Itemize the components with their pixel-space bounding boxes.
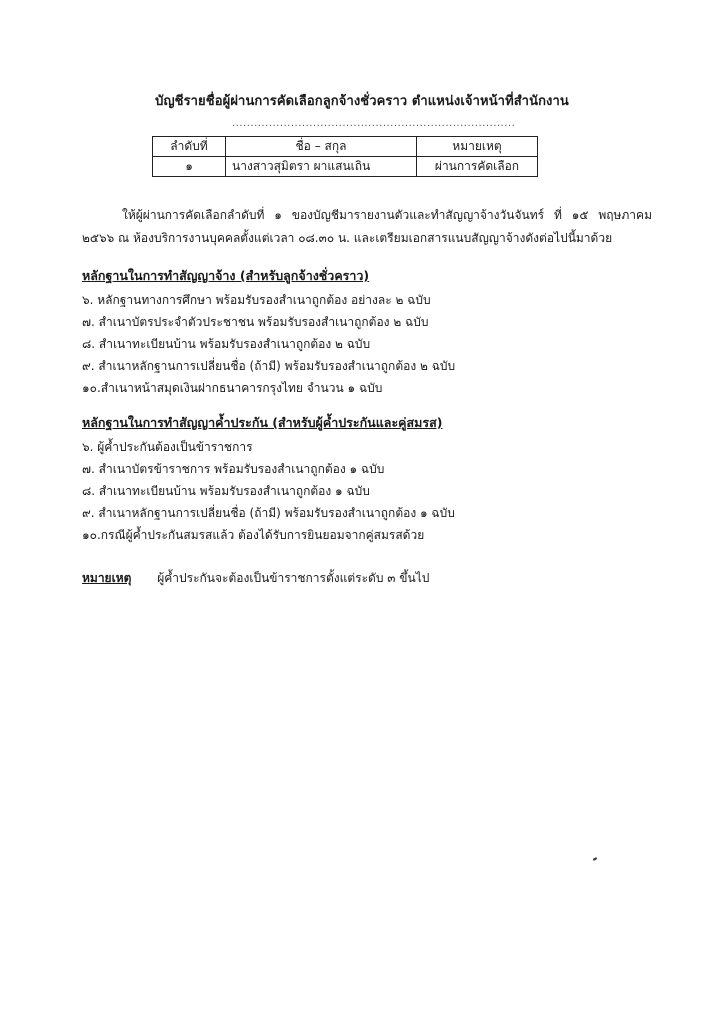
list-item: ๖. หลักฐานทางการศึกษา พร้อมรับรองสำเนาถูกต้อง อย่างละ ๒ ฉบับ (82, 293, 431, 307)
column-header-remark: หมายเหตุ (417, 137, 538, 157)
column-header-number: ลำดับที่ (153, 137, 226, 157)
list-item: ๘. สำเนาทะเบียนบ้าน พร้อมรับรองสำเนาถูกต้อง ๒ ฉบับ (82, 337, 371, 351)
list-item: ๖. ผู้ค้ำประกันต้องเป็นข้าราชการ (82, 440, 253, 454)
list-item: ๑๐.สำเนาหน้าสมุดเงินฝากธนาคารกรุงไทย จำนวน ๑ ฉบับ (82, 381, 383, 395)
table-header-row (153, 137, 538, 157)
list-item: ๙. สำเนาหลักฐานการเปลี่ยนชื่อ (ถ้ามี) พร้อมรับรองสำเนาถูกต้อง ๑ ฉบับ (82, 506, 455, 520)
note-text: ผู้ค้ำประกันจะต้องเป็นข้าราชการตั้งแต่ระดับ ๓ ขึ้นไป (157, 571, 430, 585)
row-number: ๑ (153, 157, 226, 177)
scan-speck (593, 857, 597, 861)
list-item: ๘. สำเนาทะเบียนบ้าน พร้อมรับรองสำเนาถูกต้อง ๑ ฉบับ (82, 484, 370, 498)
list-item: ๙. สำเนาหลักฐานการเปลี่ยนชื่อ (ถ้ามี) พร้อมรับรองสำเนาถูกต้อง ๒ ฉบับ (82, 359, 456, 373)
document-title: บัญชีรายชื่อผู้ผ่านการคัดเลือกลูกจ้างชั่วคราว ตำแหน่งเจ้าหน้าที่สำนักงาน (155, 94, 569, 109)
row-name: นางสาวสุมิตรา ผาแสนเถิน (226, 157, 417, 177)
note-label: หมายเหตุ (82, 571, 132, 585)
candidates-table (152, 136, 538, 177)
remark-note (82, 569, 429, 588)
section-heading-guarantee: หลักฐานในการทำสัญญาค้ำประกัน (สำหรับผู้ค้ำประกันและคู่สมรส) (82, 415, 443, 430)
column-header-name: ชื่อ – สกุล (226, 137, 417, 157)
instruction-text: ให้ผู้ผ่านการคัดเลือกลำดับที่ ๑ ของบัญชีมารายงานตัวและทำสัญญาจ้างวันจันทร์ ที่ ๑๕ พฤษภาคม ๒๕๖๖ ณ ห้องบริการงานบุคคลตั้งแต่เวลา ๐๘.๓๐ น. และเตรียมเอกสารแนบสัญญาจ้างดังต่อไปนี้มาด้วย (82, 208, 652, 245)
employment-documents-list (82, 289, 455, 399)
row-remark: ผ่านการคัดเลือก (417, 157, 538, 177)
table-row (153, 157, 538, 177)
list-item: ๗. สำเนาบัตรข้าราชการ พร้อมรับรองสำเนาถูกต้อง ๑ ฉบับ (82, 462, 385, 476)
dotted-line: ............................................................................. (232, 118, 516, 129)
list-item: ๗. สำเนาบัตรประจำตัวประชาชน พร้อมรับรองสำเนาถูกต้อง ๒ ฉบับ (82, 315, 429, 329)
instruction-paragraph (82, 204, 652, 250)
list-item: ๑๐.กรณีผู้ค้ำประกันสมรสแล้ว ต้องได้รับการยินยอมจากคู่สมรสด้วย (82, 528, 425, 542)
guarantee-documents-list (82, 436, 455, 546)
section-heading-employment: หลักฐานในการทำสัญญาจ้าง (สำหรับลูกจ้างชั่วคราว) (82, 268, 370, 283)
